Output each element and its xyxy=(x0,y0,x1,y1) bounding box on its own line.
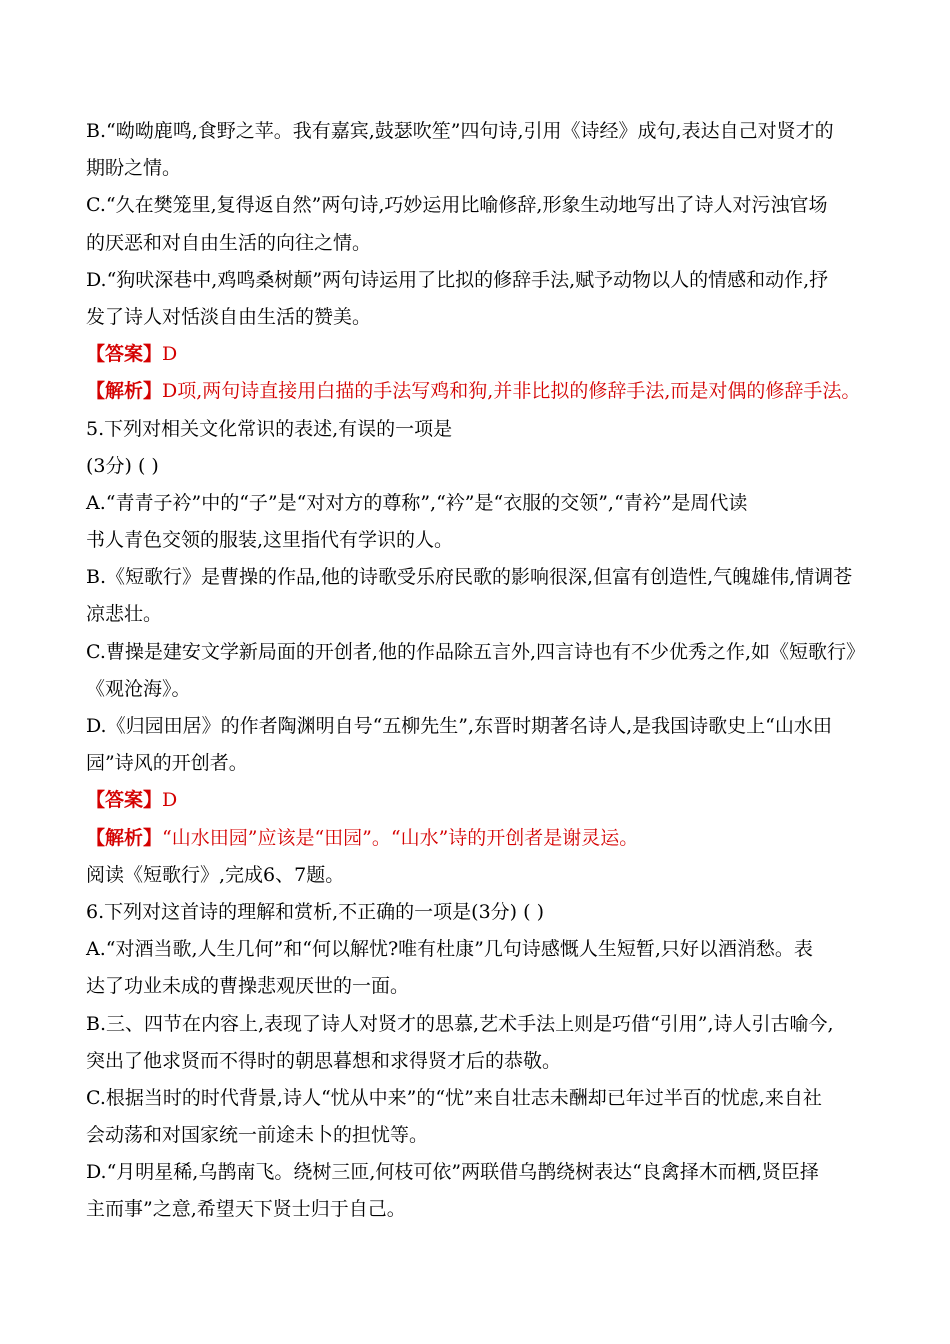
q6-option-d-line2: 主而事”之意,希望天下贤士归于自己。 xyxy=(86,1198,406,1221)
analysis-tag: 【解析】 xyxy=(86,826,163,849)
q6-stem: 6.下列对这首诗的理解和赏析,不正确的一项是(3分) ( ) xyxy=(86,900,544,923)
document-page xyxy=(86,113,876,1229)
analysis-tag: 【解析】 xyxy=(86,380,163,403)
q6-option-a-line1: A.“对酒当歌,人生几何”和“何以解忧?唯有杜康”几句诗感慨人生短暂,只好以酒消愁。表 xyxy=(86,938,813,961)
q4-analysis xyxy=(86,373,876,410)
q5-stem-line2: (3分) ( ) xyxy=(86,454,159,477)
q4-answer xyxy=(86,336,876,373)
analysis-text: D项,两句诗直接用白描的手法写鸡和狗,并非比拟的修辞手法,而是对偶的修辞手法。 xyxy=(162,380,861,403)
q5-stem-line1: 5.下列对相关文化常识的表述,有误的一项是 xyxy=(86,417,453,440)
q5-answer xyxy=(86,782,876,819)
q5-option-c-line1: C.曹操是建安文学新局面的开创者,他的作品除五言外,四言诗也有不少优秀之作,如《短歌行》 xyxy=(86,640,866,663)
q5-option-b-line1: B.《短歌行》是曹操的作品,他的诗歌受乐府民歌的影响很深,但富有创造性,气魄雄伟,情调苍 xyxy=(86,566,853,589)
q6-option-a-line2: 达了功业未成的曹操悲观厌世的一面。 xyxy=(86,975,410,998)
q4-option-b-line1: B.“呦呦鹿鸣,食野之苹。我有嘉宾,鼓瑟吹笙”四句诗,引用《诗经》成句,表达自己对贤才的 xyxy=(86,120,834,142)
reading-intro: 阅读《短歌行》,完成6、7题。 xyxy=(86,863,345,886)
q6-option-d-line1: D.“月明星稀,乌鹊南飞。绕树三匝,何枝可依”两联借乌鹊绕树表达“良禽择木而栖,贤臣择 xyxy=(86,1161,819,1184)
answer-value: D xyxy=(162,343,178,366)
answer-tag: 【答案】 xyxy=(86,343,163,366)
q4-option-d-line1: D.“狗吠深巷中,鸡鸣桑树颠”两句诗运用了比拟的修辞手法,赋予动物以人的情感和动作,抒 xyxy=(86,268,829,291)
q6-option-b-line1: B.三、四节在内容上,表现了诗人对贤才的思慕,艺术手法上则是巧借“引用”,诗人引古喻今, xyxy=(86,1012,834,1035)
q4-option-c-line2: 的厌恶和对自由生活的向往之情。 xyxy=(86,231,372,254)
q6-option-c-line2: 会动荡和对国家统一前途未卜的担忧等。 xyxy=(86,1124,429,1147)
q5-option-c-line2: 《观沧海》。 xyxy=(86,677,191,700)
q5-option-d-line1: D.《归园田居》的作者陶渊明自号“五柳先生”,东晋时期著名诗人,是我国诗歌史上“山水田 xyxy=(86,715,832,737)
q4-option-d-line2: 发了诗人对恬淡自由生活的赞美。 xyxy=(86,305,372,328)
answer-value: D xyxy=(162,789,178,812)
q5-option-b-line2: 凉悲壮。 xyxy=(86,603,163,626)
q4-option-c-line1: C.“久在樊笼里,复得返自然”两句诗,巧妙运用比喻修辞,形象生动地写出了诗人对污浊官场 xyxy=(86,194,828,217)
q6-option-b-line2: 突出了他求贤而不得时的朝思暮想和求得贤才后的恭敬。 xyxy=(86,1049,562,1072)
analysis-text: “山水田园”应该是“田园”。“山水”诗的开创者是谢灵运。 xyxy=(162,826,639,849)
q5-option-d-line2: 园”诗风的开创者。 xyxy=(86,752,248,775)
q5-option-a-line1: A.“青青子衿”中的“子”是“对对方的尊称”,“衿”是“衣服的交领”,“青衿”是周代读 xyxy=(86,491,748,514)
q4-option-b-line2: 期盼之情。 xyxy=(86,157,182,180)
q6-option-c-line1: C.根据当时的时代背景,诗人“忧从中来”的“忧”来自壮志未酬却已年过半百的忧虑,来自社 xyxy=(86,1086,822,1109)
q5-option-a-line2: 书人青色交领的服装,这里指代有学识的人。 xyxy=(86,529,454,552)
q5-analysis xyxy=(86,820,876,857)
answer-tag: 【答案】 xyxy=(86,789,163,812)
